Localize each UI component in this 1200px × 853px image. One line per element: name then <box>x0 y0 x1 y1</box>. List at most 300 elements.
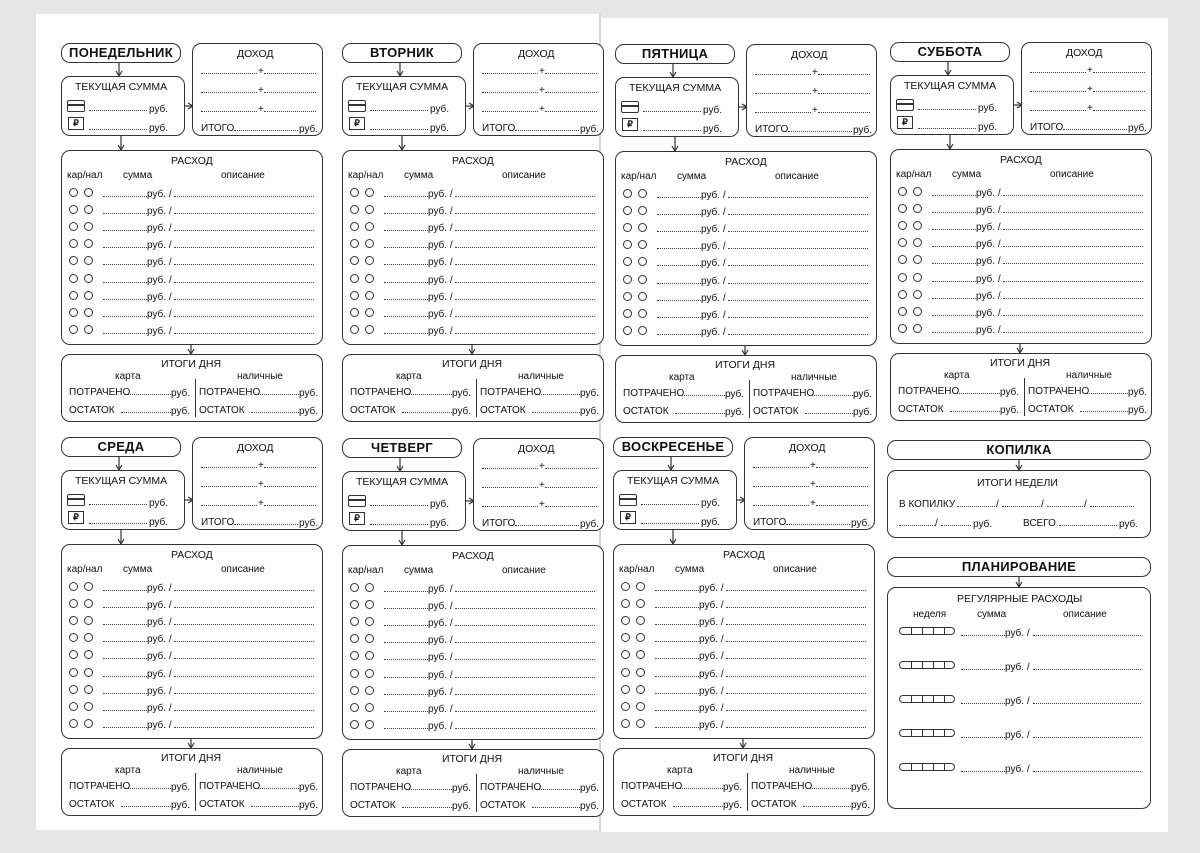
dotted-line <box>384 316 428 317</box>
rub-slash: руб. / <box>428 584 453 595</box>
rub-slash: руб. / <box>147 189 172 200</box>
rub-label: руб. <box>580 519 600 530</box>
plus-sign: + <box>539 85 545 96</box>
current-sum-label: ТЕКУЩАЯ СУММА <box>75 475 168 487</box>
dotted-line <box>755 112 811 113</box>
dotted-line <box>370 524 428 525</box>
rub-slash: руб. / <box>147 583 172 594</box>
cash-option <box>365 325 374 334</box>
rub-slash: руб. / <box>428 206 453 218</box>
dotted-line <box>121 412 171 413</box>
cash-option <box>638 326 647 335</box>
dotted-line <box>201 505 257 506</box>
dotted-line <box>384 728 428 729</box>
cash-option <box>636 582 645 591</box>
total-label: ИТОГО <box>201 123 235 134</box>
dotted-line <box>932 315 976 316</box>
rub-slash: руб. / <box>428 720 453 732</box>
dotted-line <box>1093 110 1145 111</box>
dotted-line <box>234 524 298 525</box>
dotted-line <box>384 608 428 609</box>
dotted-line <box>1086 393 1128 394</box>
plus-sign: + <box>812 67 818 78</box>
rub-slash: руб. / <box>147 257 172 269</box>
day-title: СУББОТА <box>890 42 1010 62</box>
rub-slash: руб. / <box>428 669 453 681</box>
rub-slash: руб. / <box>147 719 172 731</box>
dotted-line <box>805 413 853 414</box>
description-header: описание <box>221 170 265 181</box>
cash-header: наличные <box>237 371 283 382</box>
description-header: описание <box>773 564 817 575</box>
dotted-line <box>1003 195 1143 196</box>
arrow-down-icon <box>186 739 196 748</box>
dotted-line <box>103 316 147 317</box>
dotted-line <box>961 635 1005 636</box>
day-totals-title: ИТОГИ ДНЯ <box>442 358 503 370</box>
dotted-line <box>753 505 809 506</box>
slash: / <box>1041 499 1044 510</box>
card-header: карта <box>115 371 141 382</box>
arrow-down-icon <box>668 64 678 77</box>
dotted-line <box>755 93 811 94</box>
rub-label: руб. <box>452 406 472 417</box>
dotted-line <box>103 213 147 214</box>
dotted-line <box>455 728 595 729</box>
dotted-line <box>538 394 580 395</box>
card-icon <box>67 100 85 112</box>
card-cash-header: кар/нал <box>348 565 384 576</box>
dotted-line <box>455 677 595 678</box>
total-label: ИТОГО <box>753 517 787 528</box>
description-header: описание <box>502 170 546 181</box>
rub-slash: руб. / <box>428 618 453 630</box>
card-option <box>621 668 630 677</box>
rub-slash: руб. / <box>147 223 172 235</box>
day-title: ПЯТНИЦА <box>615 44 735 64</box>
dotted-line <box>103 196 147 197</box>
dotted-line <box>455 213 595 214</box>
arrow-down-icon <box>670 137 680 151</box>
dotted-line <box>726 590 866 591</box>
dotted-line <box>89 129 147 130</box>
rub-label: руб. <box>299 800 319 811</box>
rub-label: руб. <box>723 782 743 793</box>
dotted-line <box>384 282 428 283</box>
card-option <box>69 325 78 334</box>
card-header: карта <box>115 765 141 776</box>
description-header: описание <box>1063 609 1107 620</box>
rub-label: руб. <box>149 123 169 134</box>
dotted-line <box>174 727 314 728</box>
dotted-line <box>174 316 314 317</box>
rub-label: руб. <box>853 389 873 400</box>
day-totals-title: ИТОГИ ДНЯ <box>713 752 774 764</box>
rub-label: руб. <box>171 406 191 417</box>
rub-slash: руб. / <box>699 685 724 697</box>
dotted-line <box>726 693 866 694</box>
rub-label: руб. <box>973 519 993 530</box>
card-option <box>898 324 907 333</box>
rub-slash: руб. / <box>699 668 724 680</box>
balance-label: ОСТАТОК <box>69 405 115 416</box>
dotted-line <box>174 641 314 642</box>
dotted-line <box>455 316 595 317</box>
rub-label: руб. <box>580 388 600 399</box>
arrow-down-icon <box>395 63 405 76</box>
dotted-line <box>174 590 314 591</box>
rub-slash: руб. / <box>976 239 1001 251</box>
rub-slash: руб. / <box>1005 662 1030 673</box>
dotted-line <box>174 607 314 608</box>
card-option <box>69 702 78 711</box>
rub-slash: руб. / <box>147 240 172 252</box>
card-option <box>69 668 78 677</box>
rub-label: руб. <box>703 124 723 135</box>
rub-label: руб. <box>171 800 191 811</box>
rub-label: руб. <box>171 782 191 793</box>
dotted-line <box>384 230 428 231</box>
rub-slash: руб. / <box>976 205 1001 217</box>
card-icon <box>619 494 637 506</box>
dotted-line <box>657 231 701 232</box>
card-option <box>69 582 78 591</box>
plus-sign: + <box>258 85 264 96</box>
rub-label: руб. <box>430 104 450 115</box>
balance-label: ОСТАТОК <box>199 799 245 810</box>
spent-label: ПОТРАЧЕНО <box>751 781 813 792</box>
cash-header: наличные <box>518 371 564 382</box>
rub-slash: руб. / <box>701 241 726 253</box>
cash-option <box>365 188 374 197</box>
dotted-line <box>127 788 171 789</box>
dotted-line <box>657 197 701 198</box>
expense-title: РАСХОД <box>452 550 494 562</box>
spent-label: ПОТРАЧЕНО <box>623 388 685 399</box>
plus-sign: + <box>810 479 816 490</box>
card-option <box>350 583 359 592</box>
rub-slash: руб. / <box>147 651 172 663</box>
dotted-line <box>455 711 595 712</box>
rub-label: руб. <box>430 499 450 510</box>
balance-label: ОСТАТОК <box>751 799 797 810</box>
balance-label: ОСТАТОК <box>623 406 669 417</box>
plus-sign: + <box>810 460 816 471</box>
dotted-line <box>264 486 316 487</box>
cash-option <box>913 273 922 282</box>
plus-sign: + <box>539 66 545 77</box>
balance-label: ОСТАТОК <box>1028 404 1074 415</box>
dotted-line <box>1033 635 1141 636</box>
income-title: ДОХОД <box>237 48 274 60</box>
card-option <box>621 685 630 694</box>
cash-option <box>913 290 922 299</box>
cash-option <box>84 668 93 677</box>
rub-label: руб. <box>1128 123 1148 134</box>
income-title: ДОХОД <box>791 49 828 61</box>
rub-label: руб. <box>149 104 169 115</box>
rub-slash: руб. / <box>701 190 726 201</box>
plus-sign: + <box>539 461 545 472</box>
dotted-line <box>932 281 976 282</box>
dotted-line <box>174 247 314 248</box>
dotted-line <box>681 395 725 396</box>
dotted-line <box>657 300 701 301</box>
dotted-line <box>1033 771 1141 772</box>
balance-label: ОСТАТОК <box>350 405 396 416</box>
cash-option <box>638 309 647 318</box>
spent-label: ПОТРАЧЕНО <box>350 782 412 793</box>
day-totals-title: ИТОГИ ДНЯ <box>990 357 1051 369</box>
dotted-line <box>941 525 971 526</box>
arrow-down-icon <box>1015 344 1025 353</box>
ruble-icon: ₽ <box>620 511 636 524</box>
cash-option <box>913 324 922 333</box>
rub-label: руб. <box>430 518 450 529</box>
card-option <box>623 189 632 198</box>
current-sum-label: ТЕКУЩАЯ СУММА <box>356 81 449 93</box>
card-option <box>621 582 630 591</box>
arrow-down-icon <box>397 531 407 545</box>
dotted-line <box>103 247 147 248</box>
dotted-line <box>818 74 870 75</box>
dotted-line <box>1033 669 1141 670</box>
card-option <box>898 290 907 299</box>
plus-sign: + <box>258 498 264 509</box>
card-icon <box>621 101 639 113</box>
rub-label: руб. <box>701 517 721 528</box>
card-cash-header: кар/нал <box>621 171 657 182</box>
day-totals-title: ИТОГИ ДНЯ <box>161 358 222 370</box>
dotted-line <box>726 658 866 659</box>
sum-header: сумма <box>404 170 434 181</box>
plus-sign: + <box>258 460 264 471</box>
dotted-line <box>174 282 314 283</box>
rub-label: руб. <box>149 517 169 528</box>
rub-slash: руб. / <box>699 719 724 731</box>
dotted-line <box>264 92 316 93</box>
rub-slash: руб. / <box>428 601 453 613</box>
dotted-line <box>482 506 538 507</box>
dotted-line <box>201 486 257 487</box>
dotted-line <box>103 624 147 625</box>
dotted-line <box>532 412 580 413</box>
current-sum-label: ТЕКУЩАЯ СУММА <box>75 81 168 93</box>
rub-label: руб. <box>1119 519 1139 530</box>
dotted-line <box>1033 703 1141 704</box>
cash-option <box>636 668 645 677</box>
dotted-line <box>728 231 868 232</box>
description-header: описание <box>1050 169 1094 180</box>
dotted-line <box>726 624 866 625</box>
card-option <box>350 274 359 283</box>
current-sum-label: ТЕКУЩАЯ СУММА <box>627 475 720 487</box>
week-totals-title: ИТОГИ НЕДЕЛИ <box>977 477 1058 489</box>
dotted-line <box>788 131 852 132</box>
rub-slash: руб. / <box>1005 696 1030 707</box>
dotted-line <box>950 411 1000 412</box>
dotted-line <box>103 676 147 677</box>
week-header: неделя <box>913 609 947 620</box>
dotted-line <box>728 265 868 266</box>
dotted-line <box>1093 72 1145 73</box>
day-title: ЧЕТВЕРГ <box>342 438 462 458</box>
balance-label: ОСТАТОК <box>350 800 396 811</box>
expense-title: РАСХОД <box>725 156 767 168</box>
cash-option <box>636 685 645 694</box>
rub-slash: руб. / <box>701 207 726 219</box>
dotted-line <box>1003 332 1143 333</box>
dotted-line <box>726 727 866 728</box>
dotted-line <box>818 93 870 94</box>
week-segments <box>899 627 955 635</box>
cash-option <box>84 719 93 728</box>
cash-option <box>84 291 93 300</box>
dotted-line <box>1030 72 1086 73</box>
dotted-line <box>455 230 595 231</box>
dotted-line <box>384 299 428 300</box>
dotted-line <box>655 676 699 677</box>
rub-slash: руб. / <box>147 685 172 697</box>
plus-sign: + <box>1087 84 1093 95</box>
income-title: ДОХОД <box>237 442 274 454</box>
dotted-line <box>655 693 699 694</box>
cash-option <box>365 686 374 695</box>
cash-option <box>913 187 922 196</box>
dotted-line <box>174 693 314 694</box>
card-option <box>898 273 907 282</box>
cash-option <box>84 325 93 334</box>
total-label: ИТОГО <box>1030 122 1064 133</box>
dotted-line <box>643 130 701 131</box>
dotted-line <box>643 111 701 112</box>
rub-label: руб. <box>1000 405 1020 416</box>
week-segments <box>899 695 955 703</box>
rub-slash: руб. / <box>976 324 1001 336</box>
dotted-line <box>408 789 452 790</box>
dotted-line <box>679 788 723 789</box>
dotted-line <box>1030 91 1086 92</box>
rub-slash: руб. / <box>428 274 453 286</box>
card-option <box>623 292 632 301</box>
dotted-line <box>1030 110 1086 111</box>
dotted-line <box>1003 212 1143 213</box>
spent-label: ПОТРАЧЕНО <box>753 388 815 399</box>
current-sum-label: ТЕКУЩАЯ СУММА <box>629 82 722 94</box>
balance-label: ОСТАТОК <box>621 799 667 810</box>
card-icon <box>348 495 366 507</box>
rub-slash: руб. / <box>428 240 453 252</box>
rub-label: руб. <box>851 800 871 811</box>
rub-label: руб. <box>853 407 873 418</box>
spent-label: ПОТРАЧЕНО <box>69 781 131 792</box>
savings-title: КОПИЛКА <box>887 440 1151 460</box>
dotted-line <box>384 333 428 334</box>
dotted-line <box>816 486 868 487</box>
rub-label: руб. <box>452 388 472 399</box>
card-option <box>898 187 907 196</box>
card-header: карта <box>669 372 695 383</box>
current-sum-label: ТЕКУЩАЯ СУММА <box>904 80 997 92</box>
rub-slash: руб. / <box>699 634 724 646</box>
dotted-line <box>384 677 428 678</box>
arrow-down-icon <box>945 135 955 149</box>
cash-option <box>84 188 93 197</box>
rub-slash: руб. / <box>147 634 172 646</box>
rub-label: руб. <box>853 125 873 136</box>
slash: / <box>996 499 999 510</box>
card-cash-header: кар/нал <box>619 564 655 575</box>
sum-header: сумма <box>977 609 1007 620</box>
dotted-line <box>264 505 316 506</box>
card-cash-header: кар/нал <box>348 170 384 181</box>
card-icon <box>896 99 914 111</box>
dotted-line <box>956 393 1000 394</box>
card-option <box>69 685 78 694</box>
rub-label: руб. <box>978 122 998 133</box>
dotted-line <box>455 247 595 248</box>
dotted-line <box>103 590 147 591</box>
cash-option <box>365 703 374 712</box>
dotted-line <box>657 214 701 215</box>
spent-label: ПОТРАЧЕНО <box>1028 386 1090 397</box>
arrow-down-icon <box>740 346 750 355</box>
dotted-line <box>370 110 428 111</box>
dotted-line <box>201 92 257 93</box>
rub-slash: руб. / <box>428 686 453 698</box>
balance-label: ОСТАТОК <box>199 405 245 416</box>
dotted-line <box>1090 506 1134 507</box>
spent-label: ПОТРАЧЕНО <box>480 782 542 793</box>
dotted-line <box>728 214 868 215</box>
arrow-down-icon <box>116 530 126 544</box>
dotted-line <box>384 213 428 214</box>
spent-label: ПОТРАЧЕНО <box>350 387 412 398</box>
rub-slash: руб. / <box>1005 730 1030 741</box>
dotted-line <box>932 263 976 264</box>
dotted-line <box>1003 315 1143 316</box>
dotted-line <box>726 607 866 608</box>
dotted-line <box>1080 411 1128 412</box>
dotted-line <box>545 111 597 112</box>
rub-slash: руб. / <box>147 600 172 612</box>
dotted-line <box>655 607 699 608</box>
card-option <box>69 188 78 197</box>
dotted-line <box>384 659 428 660</box>
dotted-line <box>728 334 868 335</box>
total-label: ИТОГО <box>482 123 516 134</box>
rub-slash: руб. / <box>147 291 172 303</box>
rub-slash: руб. / <box>428 325 453 337</box>
dotted-line <box>932 332 976 333</box>
dotted-line <box>455 299 595 300</box>
card-option <box>69 719 78 728</box>
sum-header: сумма <box>675 564 705 575</box>
card-cash-header: кар/нал <box>67 564 103 575</box>
card-option <box>69 291 78 300</box>
dotted-line <box>103 710 147 711</box>
dotted-line <box>384 247 428 248</box>
dotted-line <box>482 73 538 74</box>
cash-option <box>913 307 922 316</box>
dotted-line <box>655 624 699 625</box>
rub-slash: руб. / <box>147 702 172 714</box>
dotted-line <box>1033 737 1141 738</box>
dotted-line <box>174 624 314 625</box>
plus-sign: + <box>812 105 818 116</box>
card-header: карта <box>396 371 422 382</box>
cash-option <box>365 583 374 592</box>
